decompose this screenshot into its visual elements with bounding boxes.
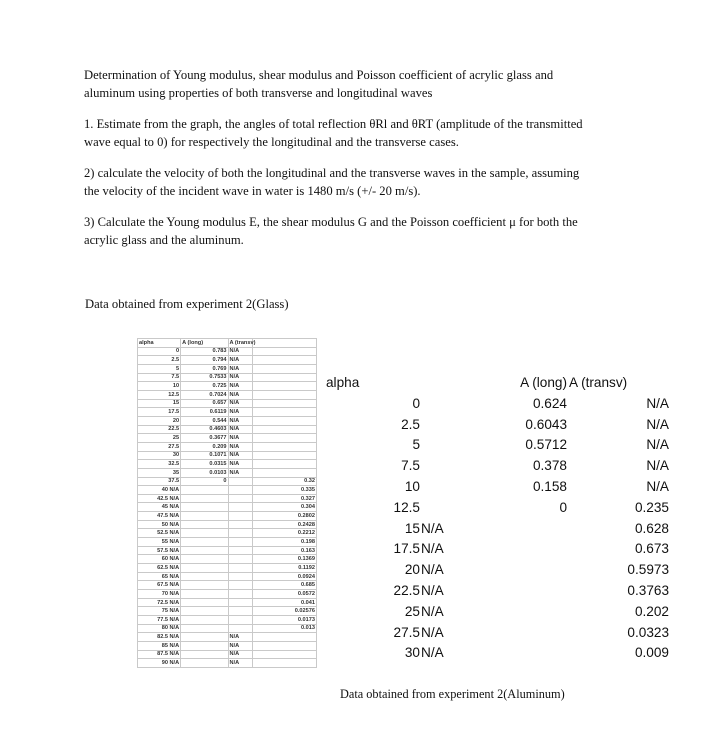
glass-table-cell: 0.02576 (252, 607, 316, 616)
aluminum-table-cell (487, 643, 567, 664)
glass-table-cell: 0.32 (252, 477, 316, 486)
glass-table-cell (181, 529, 228, 538)
glass-table-cell (252, 468, 316, 477)
glass-table-cell (252, 659, 316, 668)
glass-table-row (138, 529, 317, 538)
aluminum-table-cell: 0.0323 (627, 624, 669, 640)
aluminum-table-cell: N/A (421, 624, 444, 640)
glass-table-cell: 0.1369 (252, 555, 316, 564)
glass-table-cell: 0.163 (252, 546, 316, 555)
aluminum-table-cell: 17.5 (393, 541, 420, 557)
aluminum-table-cell: 25 (404, 603, 420, 619)
glass-table-cell: 35 (138, 468, 181, 477)
glass-table-row (138, 399, 317, 408)
aluminum-table-cell: N/A (421, 520, 444, 536)
glass-table-cell: 0.0924 (252, 572, 316, 581)
aluminum-table-header-cell: alpha (326, 375, 360, 390)
glass-table-cell (252, 633, 316, 642)
glass-table-cell: 0.2212 (252, 529, 316, 538)
glass-table-row (138, 659, 317, 668)
glass-section-title: Data obtained from experiment 2(Glass) (85, 297, 289, 311)
glass-table-row (138, 572, 317, 581)
glass-table-cell: 0.198 (252, 538, 316, 547)
glass-table-cell (252, 416, 316, 425)
glass-table-cell: 0.0315 (181, 460, 228, 469)
glass-table-cell: N/A (228, 434, 252, 443)
glass-table-row (138, 581, 317, 590)
glass-table-cell: 77.5 N/A (138, 616, 181, 625)
glass-table-cell (228, 486, 252, 495)
aluminum-table-header-cell: A (transv) (569, 375, 628, 390)
aluminum-table-cell (487, 602, 567, 623)
glass-table-cell (252, 373, 316, 382)
glass-table-cell (181, 590, 228, 599)
glass-table-row (138, 425, 317, 434)
glass-table-row (138, 347, 317, 356)
glass-table-cell: N/A (228, 641, 252, 650)
glass-table-cell: 65 N/A (138, 572, 181, 581)
question-2 (84, 165, 664, 200)
glass-table-cell: 52.5 N/A (138, 529, 181, 538)
glass-table-cell (228, 564, 252, 573)
aluminum-table-cell (420, 456, 487, 477)
glass-table-cell (181, 624, 228, 633)
glass-table-cell: 0.304 (252, 503, 316, 512)
glass-table-cell: 17.5 (138, 408, 181, 417)
glass-table-cell (252, 364, 316, 373)
glass-table-row (138, 451, 317, 460)
aluminum-table-cell: N/A (421, 582, 444, 598)
glass-table-cell: 0.2428 (252, 520, 316, 529)
heading-line-1: Determination of Young modulus, shear modulus and Poisson coefficient of acrylic glass and (84, 68, 554, 82)
aluminum-table-cell (487, 519, 567, 540)
glass-table-row (138, 641, 317, 650)
glass-table-cell (181, 494, 228, 503)
glass-table-cell: 25 (138, 434, 181, 443)
glass-table-row (138, 555, 317, 564)
glass-table-row (138, 486, 317, 495)
aluminum-table-cell (487, 560, 567, 581)
aluminum-table-header-row (318, 373, 669, 394)
glass-table-cell: N/A (228, 347, 252, 356)
glass-table-cell: 32.5 (138, 460, 181, 469)
glass-table-cell: 15 (138, 399, 181, 408)
glass-table-cell: 55 N/A (138, 538, 181, 547)
glass-table-cell (228, 572, 252, 581)
aluminum-table-cell (420, 435, 487, 456)
aluminum-table-row (318, 539, 669, 560)
glass-table-cell: 60 N/A (138, 555, 181, 564)
glass-table-cell: 0.7024 (181, 390, 228, 399)
aluminum-table-row (318, 643, 669, 664)
question-3-line-1: 3) Calculate the Young modulus E, the shear modulus G and the Poisson coefficient μ for both the (84, 215, 578, 229)
glass-table-cell: N/A (228, 399, 252, 408)
glass-table-row (138, 546, 317, 555)
glass-table-cell: 0.769 (181, 364, 228, 373)
glass-table-cell: 0.0103 (181, 468, 228, 477)
aluminum-table-cell: N/A (421, 603, 444, 619)
glass-table-cell (228, 494, 252, 503)
glass-table-cell: N/A (228, 460, 252, 469)
aluminum-table-header-cell: A (long) (520, 375, 567, 390)
glass-table-cell (252, 434, 316, 443)
glass-table-cell: 0 (181, 477, 228, 486)
aluminum-table-cell (420, 477, 487, 498)
glass-table-cell: 0.6119 (181, 408, 228, 417)
glass-table-header-cell (252, 339, 316, 348)
glass-table-cell: N/A (228, 356, 252, 365)
glass-table-cell: 0.725 (181, 382, 228, 391)
aluminum-table-cell: 0.009 (634, 645, 669, 661)
glass-table-cell: N/A (228, 408, 252, 417)
glass-table-cell: N/A (228, 390, 252, 399)
aluminum-table-cell: 0.6043 (525, 416, 567, 432)
glass-table-cell: 27.5 (138, 442, 181, 451)
glass-table-cell: 0.783 (181, 347, 228, 356)
glass-table-cell (252, 650, 316, 659)
glass-table-cell: N/A (228, 633, 252, 642)
aluminum-table-cell (420, 498, 487, 519)
glass-table-cell (228, 529, 252, 538)
glass-table-cell (181, 581, 228, 590)
question-1-line-1: 1. Estimate from the graph, the angles of total reflection θRl and θRT (amplitude of the transmitted (84, 117, 583, 131)
glass-table-cell (252, 408, 316, 417)
aluminum-table-cell: 7.5 (401, 458, 420, 474)
glass-table-cell (252, 451, 316, 460)
aluminum-table-cell: N/A (646, 437, 669, 453)
glass-table-cell (181, 616, 228, 625)
glass-table-cell: 10 (138, 382, 181, 391)
glass-table-cell: 42.5 N/A (138, 494, 181, 503)
glass-table-cell: 0.013 (252, 624, 316, 633)
glass-table-row (138, 434, 317, 443)
aluminum-table-row (318, 456, 669, 477)
glass-table-row (138, 390, 317, 399)
glass-table-cell: N/A (228, 650, 252, 659)
glass-table-cell: 47.5 N/A (138, 512, 181, 521)
aluminum-table-cell (420, 415, 487, 436)
glass-table-cell (252, 382, 316, 391)
aluminum-data-table (318, 373, 669, 664)
aluminum-table-row (318, 519, 669, 540)
aluminum-table-row (318, 477, 669, 498)
glass-table-row (138, 460, 317, 469)
heading (84, 67, 664, 102)
aluminum-table-cell: 20 (404, 562, 420, 578)
aluminum-table-cell: N/A (646, 416, 669, 432)
glass-table-cell (181, 633, 228, 642)
glass-table-row (138, 468, 317, 477)
aluminum-table-cell: 0.3763 (627, 582, 669, 598)
aluminum-table-row (318, 602, 669, 623)
glass-table-cell: 7.5 (138, 373, 181, 382)
aluminum-table-cell: 0.5973 (627, 562, 669, 578)
glass-table-cell: 85 N/A (138, 641, 181, 650)
glass-table-header-row (138, 339, 317, 348)
aluminum-table-cell: 0 (559, 499, 567, 515)
glass-table-cell (252, 460, 316, 469)
glass-table-cell: 0.327 (252, 494, 316, 503)
aluminum-table-cell: 15 (404, 520, 420, 536)
question-3 (84, 214, 664, 249)
glass-table-cell: 72.5 N/A (138, 598, 181, 607)
aluminum-table-cell: 5 (412, 437, 420, 453)
aluminum-table-cell (487, 623, 567, 644)
glass-table-row (138, 598, 317, 607)
aluminum-table-cell: 0.378 (532, 458, 567, 474)
aluminum-table-cell: 27.5 (393, 624, 420, 640)
question-2-line-2: the velocity of the incident wave in water is 1480 m/s (+/- 20 m/s). (84, 183, 421, 198)
glass-table-cell: N/A (228, 425, 252, 434)
glass-table-cell (228, 503, 252, 512)
aluminum-table-cell: 10 (404, 478, 420, 494)
glass-table-cell (181, 520, 228, 529)
glass-table-row (138, 564, 317, 573)
glass-table-cell: N/A (228, 468, 252, 477)
glass-table-row (138, 512, 317, 521)
glass-table-cell: 0.7533 (181, 373, 228, 382)
glass-table-cell (228, 581, 252, 590)
glass-table-cell: 0 (138, 347, 181, 356)
glass-table-cell: N/A (228, 416, 252, 425)
glass-table-row (138, 477, 317, 486)
glass-table-cell: N/A (228, 442, 252, 451)
glass-table-cell: 5 (138, 364, 181, 373)
aluminum-table-cell: 0 (412, 395, 420, 411)
glass-table-header-cell: A (long) (181, 339, 228, 348)
glass-table-cell: 0.657 (181, 399, 228, 408)
glass-table-cell: 20 (138, 416, 181, 425)
aluminum-table-header-cell (420, 373, 487, 394)
question-1-line-2: wave equal to 0) for respectively the longitudinal and the transverse cases. (84, 134, 459, 149)
glass-table-cell (181, 486, 228, 495)
glass-table-cell: 70 N/A (138, 590, 181, 599)
question-1 (84, 116, 664, 151)
glass-table-cell (181, 598, 228, 607)
glass-table-row (138, 520, 317, 529)
glass-table-cell (181, 641, 228, 650)
glass-table-cell: 57.5 N/A (138, 546, 181, 555)
glass-table-cell (228, 512, 252, 521)
glass-table-cell: 82.5 N/A (138, 633, 181, 642)
glass-table-cell (181, 607, 228, 616)
glass-table-cell: 75 N/A (138, 607, 181, 616)
aluminum-table-cell (420, 394, 487, 415)
glass-table-cell: 0.4603 (181, 425, 228, 434)
glass-table-cell: 0.0572 (252, 590, 316, 599)
glass-table-cell: N/A (228, 659, 252, 668)
glass-table-cell: 40 N/A (138, 486, 181, 495)
glass-table-cell (228, 555, 252, 564)
glass-table-cell (228, 598, 252, 607)
glass-table-cell: 0.685 (252, 581, 316, 590)
glass-table-row (138, 356, 317, 365)
glass-table-cell: N/A (228, 364, 252, 373)
aluminum-table-cell: N/A (421, 645, 444, 661)
glass-table-cell (252, 442, 316, 451)
glass-table-cell (228, 616, 252, 625)
glass-table-cell (252, 641, 316, 650)
aluminum-table-row (318, 581, 669, 602)
glass-table-row (138, 364, 317, 373)
glass-table-cell: 0.1071 (181, 451, 228, 460)
glass-table-cell: 37.5 (138, 477, 181, 486)
glass-table-cell (228, 477, 252, 486)
glass-table-row (138, 382, 317, 391)
glass-table-cell: N/A (228, 373, 252, 382)
glass-table-cell: 0.335 (252, 486, 316, 495)
glass-table-row (138, 408, 317, 417)
glass-table-cell: 0.544 (181, 416, 228, 425)
glass-table-cell: 62.5 N/A (138, 564, 181, 573)
glass-table-cell (252, 399, 316, 408)
aluminum-table-row (318, 415, 669, 436)
aluminum-table-cell: N/A (646, 395, 669, 411)
glass-table-cell (252, 356, 316, 365)
aluminum-table-cell: N/A (421, 562, 444, 578)
glass-table-cell: 0.2802 (252, 512, 316, 521)
aluminum-table-row (318, 623, 669, 644)
aluminum-table-cell: 0.624 (532, 395, 567, 411)
aluminum-table-cell: N/A (646, 458, 669, 474)
glass-table-cell: 0.794 (181, 356, 228, 365)
aluminum-table-cell: 0.673 (634, 541, 669, 557)
glass-table-cell (252, 347, 316, 356)
glass-table-cell (181, 538, 228, 547)
glass-table-row (138, 503, 317, 512)
glass-table-cell: 87.5 N/A (138, 650, 181, 659)
glass-table-cell (228, 520, 252, 529)
glass-table-cell: 45 N/A (138, 503, 181, 512)
glass-table-row (138, 607, 317, 616)
glass-table-cell: 0.0173 (252, 616, 316, 625)
glass-table-cell (228, 538, 252, 547)
glass-table-row (138, 373, 317, 382)
aluminum-table-row (318, 435, 669, 456)
aluminum-table-cell: 0.235 (634, 499, 669, 515)
glass-table-cell (181, 659, 228, 668)
aluminum-table-cell: N/A (646, 478, 669, 494)
aluminum-table-cell: 0.628 (634, 520, 669, 536)
glass-table-cell: 12.5 (138, 390, 181, 399)
glass-table-row (138, 442, 317, 451)
glass-table-cell (228, 624, 252, 633)
aluminum-table-cell: 30 (404, 645, 420, 661)
glass-table-cell: 80 N/A (138, 624, 181, 633)
aluminum-table-cell (487, 581, 567, 602)
glass-table-row (138, 624, 317, 633)
glass-table-cell: 0.3677 (181, 434, 228, 443)
aluminum-section-title: Data obtained from experiment 2(Aluminum) (340, 687, 565, 701)
glass-table-cell: 22.5 (138, 425, 181, 434)
glass-table-row (138, 538, 317, 547)
glass-table-cell: 50 N/A (138, 520, 181, 529)
glass-table-cell (181, 546, 228, 555)
glass-table-cell (252, 425, 316, 434)
glass-table-row (138, 633, 317, 642)
aluminum-table-cell: 22.5 (393, 582, 420, 598)
aluminum-table-row (318, 394, 669, 415)
glass-table-cell: N/A (228, 451, 252, 460)
glass-table-cell: 0.041 (252, 598, 316, 607)
aluminum-table-cell (487, 539, 567, 560)
glass-table-row (138, 416, 317, 425)
aluminum-table-row (318, 498, 669, 519)
glass-table-cell (252, 390, 316, 399)
glass-table-cell (228, 607, 252, 616)
glass-table-cell: 0.1192 (252, 564, 316, 573)
glass-table-cell (181, 503, 228, 512)
instructions (84, 67, 664, 263)
glass-table-header-cell: alpha (138, 339, 181, 348)
glass-table-cell: 67.5 N/A (138, 581, 181, 590)
glass-table-row (138, 494, 317, 503)
heading-line-2: aluminum using properties of both transverse and longitudinal waves (84, 85, 433, 100)
glass-table-row (138, 590, 317, 599)
aluminum-table-cell: 0.158 (532, 478, 567, 494)
question-2-line-1: 2) calculate the velocity of both the longitudinal and the transverse waves in the sample, assuming (84, 166, 580, 180)
glass-table-row (138, 616, 317, 625)
glass-table-cell: 0.209 (181, 442, 228, 451)
aluminum-table-cell: N/A (421, 541, 444, 557)
question-3-line-2: acrylic glass and the aluminum. (84, 232, 244, 247)
glass-table-cell: 30 (138, 451, 181, 460)
aluminum-table-cell: 12.5 (393, 499, 420, 515)
aluminum-table-cell: 2.5 (401, 416, 420, 432)
glass-table-cell (181, 512, 228, 521)
aluminum-table-cell: 0.5712 (525, 437, 567, 453)
glass-table-cell (228, 590, 252, 599)
glass-table-cell: 90 N/A (138, 659, 181, 668)
glass-table-cell: 2.5 (138, 356, 181, 365)
glass-table-cell (181, 650, 228, 659)
aluminum-table-row (318, 560, 669, 581)
glass-table-header-cell: A (transv) (229, 339, 256, 346)
glass-table-cell (181, 572, 228, 581)
glass-table-cell (228, 546, 252, 555)
glass-data-table (137, 338, 317, 668)
glass-table-cell (181, 555, 228, 564)
glass-table-cell: N/A (228, 382, 252, 391)
aluminum-table-cell: 0.202 (634, 603, 669, 619)
glass-table-row (138, 650, 317, 659)
glass-table-cell (181, 564, 228, 573)
